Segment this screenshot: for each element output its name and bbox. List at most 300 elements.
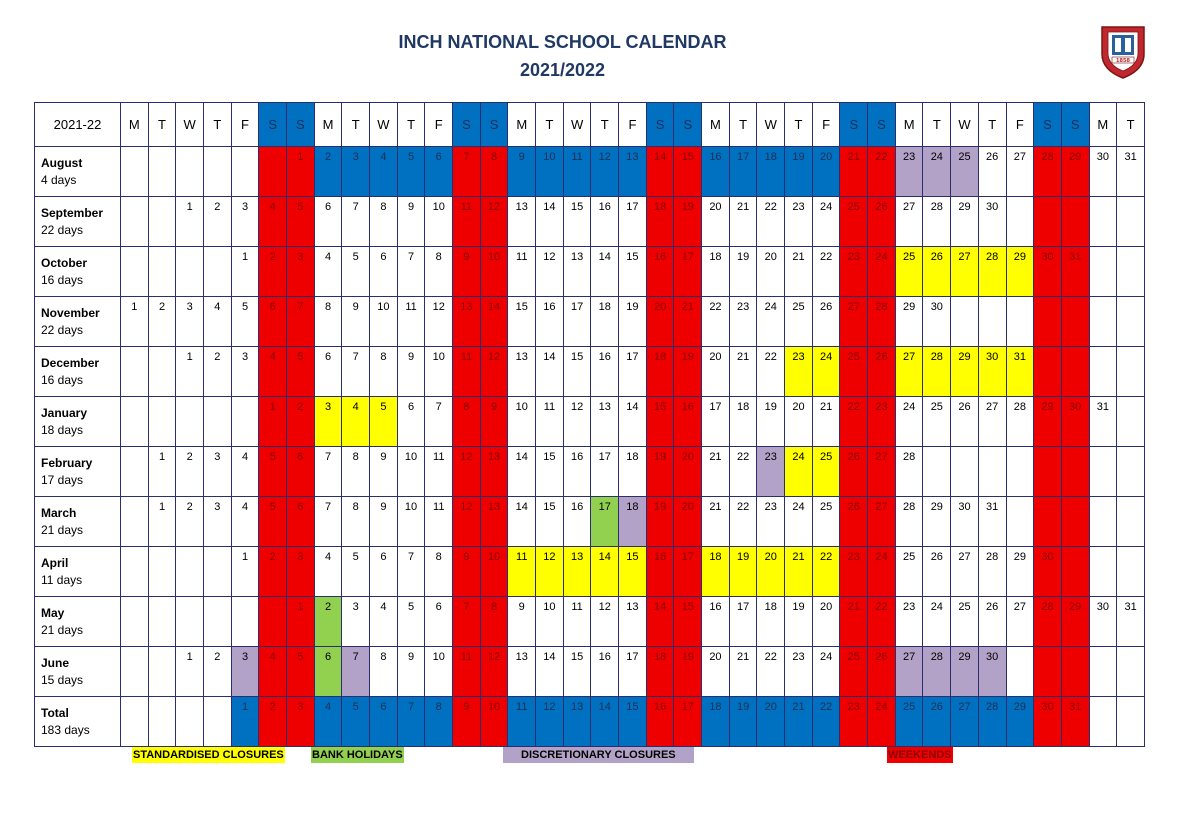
day-cell: 15 <box>563 347 591 397</box>
day-cell: 12 <box>591 147 619 197</box>
day-cell: 10 <box>536 147 564 197</box>
day-cell: 17 <box>674 697 702 747</box>
day-cell: 24 <box>812 197 840 247</box>
header-row <box>35 103 1145 147</box>
month-label <box>35 147 121 197</box>
day-cell: 19 <box>729 697 757 747</box>
month-row <box>35 647 1145 697</box>
title-line-2: 2021/2022 <box>519 60 606 80</box>
day-cell: 6 <box>287 497 315 547</box>
day-cell: 20 <box>646 297 674 347</box>
day-cell: 30 <box>1034 697 1062 747</box>
day-cell: 2 <box>204 197 232 247</box>
day-cell: 16 <box>591 647 619 697</box>
day-cell: 27 <box>895 197 923 247</box>
day-cell: 10 <box>536 597 564 647</box>
day-cell: 21 <box>674 297 702 347</box>
day-cell: 24 <box>868 547 896 597</box>
day-cell: 23 <box>840 247 868 297</box>
day-cell: 7 <box>314 447 342 497</box>
day-cell: 29 <box>951 347 979 397</box>
day-cell: 18 <box>591 297 619 347</box>
day-cell: 14 <box>536 347 564 397</box>
day-cell: 9 <box>453 697 481 747</box>
day-cell: 20 <box>757 697 785 747</box>
day-cell: 19 <box>757 397 785 447</box>
day-cell: 6 <box>287 447 315 497</box>
day-cell: 6 <box>370 697 398 747</box>
empty-cell <box>1061 197 1089 247</box>
day-cell: 3 <box>287 697 315 747</box>
day-cell: 8 <box>342 447 370 497</box>
day-cell: 25 <box>951 597 979 647</box>
empty-cell <box>951 297 979 347</box>
day-cell: 30 <box>923 297 951 347</box>
weekday-header: S <box>453 103 481 147</box>
day-cell: 12 <box>536 247 564 297</box>
day-cell: 15 <box>646 397 674 447</box>
day-cell: 14 <box>646 597 674 647</box>
empty-cell <box>1117 297 1145 347</box>
day-cell: 31 <box>1089 397 1117 447</box>
day-cell: 9 <box>508 597 536 647</box>
day-cell: 17 <box>674 547 702 597</box>
day-cell: 5 <box>287 647 315 697</box>
day-cell: 18 <box>702 697 730 747</box>
day-cell: 25 <box>785 297 813 347</box>
day-cell: 26 <box>923 247 951 297</box>
weekday-header: S <box>1061 103 1089 147</box>
day-cell: 27 <box>840 297 868 347</box>
day-cell: 7 <box>342 647 370 697</box>
day-cell: 29 <box>1034 397 1062 447</box>
empty-cell <box>1089 297 1117 347</box>
month-row <box>35 347 1145 397</box>
empty-cell <box>1089 247 1117 297</box>
day-cell: 3 <box>287 247 315 297</box>
day-cell: 9 <box>370 447 398 497</box>
day-cell: 7 <box>453 147 481 197</box>
day-cell: 1 <box>148 497 176 547</box>
day-cell: 29 <box>1061 597 1089 647</box>
day-cell: 15 <box>563 197 591 247</box>
legend-discretionary-label: DISCRETIONARY CLOSURES <box>503 747 694 763</box>
empty-cell <box>121 547 149 597</box>
day-cell: 12 <box>536 547 564 597</box>
day-cell: 12 <box>480 647 508 697</box>
empty-cell <box>121 347 149 397</box>
empty-cell <box>978 447 1006 497</box>
day-cell: 7 <box>314 497 342 547</box>
day-cell: 30 <box>1034 547 1062 597</box>
day-cell: 18 <box>619 447 647 497</box>
weekday-header: F <box>619 103 647 147</box>
month-name: Total <box>41 705 69 720</box>
day-cell: 4 <box>259 347 287 397</box>
school-days-count: 18 days <box>41 422 84 437</box>
day-cell: 18 <box>757 147 785 197</box>
day-cell: 5 <box>287 197 315 247</box>
weekday-header: T <box>785 103 813 147</box>
day-cell: 25 <box>895 247 923 297</box>
day-cell: 16 <box>702 147 730 197</box>
school-days-count: 15 days <box>41 672 84 687</box>
day-cell: 1 <box>231 247 259 297</box>
day-cell: 21 <box>785 247 813 297</box>
day-cell: 6 <box>397 397 425 447</box>
legend-weekends-label: WEEKENDS <box>888 749 952 761</box>
day-cell: 8 <box>370 197 398 247</box>
month-row <box>35 697 1145 747</box>
day-cell: 25 <box>812 447 840 497</box>
day-cell: 4 <box>314 547 342 597</box>
empty-cell <box>176 547 204 597</box>
weekday-header: M <box>895 103 923 147</box>
day-cell: 18 <box>702 547 730 597</box>
day-cell: 24 <box>868 697 896 747</box>
day-cell: 20 <box>702 347 730 397</box>
day-cell: 6 <box>425 597 453 647</box>
day-cell: 25 <box>895 547 923 597</box>
empty-cell <box>1089 547 1117 597</box>
school-days-count: 11 days <box>41 572 83 587</box>
day-cell: 26 <box>868 347 896 397</box>
calendar-title <box>300 28 825 84</box>
day-cell: 28 <box>923 347 951 397</box>
day-cell: 18 <box>757 597 785 647</box>
day-cell: 30 <box>1034 247 1062 297</box>
day-cell: 5 <box>231 297 259 347</box>
empty-cell <box>259 597 287 647</box>
empty-cell <box>231 397 259 447</box>
day-cell: 12 <box>536 697 564 747</box>
day-cell: 31 <box>1117 147 1145 197</box>
month-label <box>35 247 121 297</box>
day-cell: 11 <box>536 397 564 447</box>
day-cell: 3 <box>342 597 370 647</box>
empty-cell <box>1006 447 1034 497</box>
empty-cell <box>204 247 232 297</box>
day-cell: 20 <box>812 147 840 197</box>
day-cell: 6 <box>259 297 287 347</box>
day-cell: 27 <box>951 697 979 747</box>
day-cell: 10 <box>480 547 508 597</box>
day-cell: 17 <box>729 147 757 197</box>
empty-cell <box>1061 347 1089 397</box>
weekday-header: F <box>231 103 259 147</box>
crest-year: 1858 <box>1116 58 1130 64</box>
day-cell: 29 <box>951 197 979 247</box>
day-cell: 5 <box>287 347 315 397</box>
day-cell: 21 <box>702 497 730 547</box>
month-row <box>35 397 1145 447</box>
empty-cell <box>1089 647 1117 697</box>
weekday-header: M <box>121 103 149 147</box>
day-cell: 11 <box>425 497 453 547</box>
day-cell: 24 <box>812 347 840 397</box>
day-cell: 28 <box>1006 397 1034 447</box>
month-label <box>35 297 121 347</box>
day-cell: 5 <box>397 147 425 197</box>
day-cell: 19 <box>619 297 647 347</box>
day-cell: 4 <box>231 447 259 497</box>
school-days-count: 17 days <box>41 472 84 487</box>
day-cell: 17 <box>674 247 702 297</box>
empty-cell <box>1034 647 1062 697</box>
month-name: June <box>41 655 70 670</box>
day-cell: 23 <box>840 697 868 747</box>
day-cell: 11 <box>397 297 425 347</box>
day-cell: 18 <box>702 247 730 297</box>
day-cell: 13 <box>480 447 508 497</box>
day-cell: 9 <box>397 647 425 697</box>
empty-cell <box>1117 447 1145 497</box>
weekday-header: W <box>176 103 204 147</box>
empty-cell <box>121 397 149 447</box>
day-cell: 7 <box>287 297 315 347</box>
day-cell: 13 <box>480 497 508 547</box>
day-cell: 9 <box>342 297 370 347</box>
day-cell: 4 <box>231 497 259 547</box>
day-cell: 1 <box>287 597 315 647</box>
day-cell: 31 <box>978 497 1006 547</box>
day-cell: 8 <box>480 147 508 197</box>
empty-cell <box>121 597 149 647</box>
day-cell: 8 <box>425 247 453 297</box>
day-cell: 17 <box>729 597 757 647</box>
month-row <box>35 197 1145 247</box>
day-cell: 7 <box>397 547 425 597</box>
day-cell: 11 <box>563 597 591 647</box>
day-cell: 18 <box>729 397 757 447</box>
day-cell: 3 <box>342 147 370 197</box>
day-cell: 26 <box>868 197 896 247</box>
day-cell: 15 <box>563 647 591 697</box>
day-cell: 26 <box>840 447 868 497</box>
weekday-header: F <box>812 103 840 147</box>
legend-bank-holidays <box>311 747 404 763</box>
day-cell: 7 <box>453 597 481 647</box>
day-cell: 31 <box>1006 347 1034 397</box>
school-days-count: 16 days <box>41 272 84 287</box>
month-name: January <box>41 405 88 420</box>
day-cell: 5 <box>259 447 287 497</box>
day-cell: 12 <box>480 197 508 247</box>
day-cell: 2 <box>314 597 342 647</box>
day-cell: 16 <box>563 497 591 547</box>
day-cell: 27 <box>1006 597 1034 647</box>
day-cell: 9 <box>453 547 481 597</box>
day-cell: 11 <box>453 647 481 697</box>
weekday-header: T <box>148 103 176 147</box>
empty-cell <box>1006 647 1034 697</box>
month-row <box>35 247 1145 297</box>
month-label <box>35 397 121 447</box>
day-cell: 18 <box>646 647 674 697</box>
day-cell: 3 <box>231 347 259 397</box>
day-cell: 10 <box>480 247 508 297</box>
day-cell: 25 <box>840 197 868 247</box>
day-cell: 19 <box>674 197 702 247</box>
day-cell: 13 <box>563 547 591 597</box>
day-cell: 26 <box>840 497 868 547</box>
legend-bank-holidays-label: BANK HOLIDAYS <box>312 749 403 761</box>
day-cell: 5 <box>342 547 370 597</box>
school-days-count: 183 days <box>41 722 90 737</box>
day-cell: 13 <box>563 697 591 747</box>
day-cell: 29 <box>895 297 923 347</box>
day-cell: 10 <box>397 497 425 547</box>
empty-cell <box>148 347 176 397</box>
weekday-header: T <box>978 103 1006 147</box>
empty-cell <box>204 697 232 747</box>
day-cell: 4 <box>259 197 287 247</box>
day-cell: 8 <box>480 597 508 647</box>
day-cell: 14 <box>591 547 619 597</box>
month-row <box>35 297 1145 347</box>
empty-cell <box>148 247 176 297</box>
day-cell: 8 <box>342 497 370 547</box>
day-cell: 22 <box>868 597 896 647</box>
day-cell: 30 <box>1061 397 1089 447</box>
day-cell: 7 <box>397 247 425 297</box>
day-cell: 22 <box>840 397 868 447</box>
empty-cell <box>1061 547 1089 597</box>
empty-cell <box>204 597 232 647</box>
day-cell: 6 <box>370 247 398 297</box>
month-name: March <box>41 505 77 520</box>
day-cell: 30 <box>951 497 979 547</box>
day-cell: 12 <box>563 397 591 447</box>
day-cell: 21 <box>702 447 730 497</box>
day-cell: 16 <box>563 447 591 497</box>
empty-cell <box>231 147 259 197</box>
month-label <box>35 597 121 647</box>
day-cell: 3 <box>204 447 232 497</box>
day-cell: 1 <box>176 647 204 697</box>
day-cell: 4 <box>259 647 287 697</box>
day-cell: 5 <box>259 497 287 547</box>
month-name: February <box>41 455 93 470</box>
day-cell: 14 <box>508 447 536 497</box>
day-cell: 13 <box>563 247 591 297</box>
day-cell: 9 <box>453 247 481 297</box>
month-row <box>35 547 1145 597</box>
day-cell: 28 <box>1034 597 1062 647</box>
day-cell: 31 <box>1061 247 1089 297</box>
weekday-header: S <box>868 103 896 147</box>
day-cell: 2 <box>259 247 287 297</box>
day-cell: 27 <box>895 347 923 397</box>
empty-cell <box>148 597 176 647</box>
empty-cell <box>121 497 149 547</box>
empty-cell <box>1034 347 1062 397</box>
empty-cell <box>1006 497 1034 547</box>
day-cell: 21 <box>729 647 757 697</box>
day-cell: 17 <box>619 347 647 397</box>
day-cell: 16 <box>536 297 564 347</box>
empty-cell <box>121 447 149 497</box>
empty-cell <box>1061 297 1089 347</box>
day-cell: 3 <box>231 647 259 697</box>
day-cell: 16 <box>646 697 674 747</box>
month-label <box>35 197 121 247</box>
day-cell: 8 <box>370 647 398 697</box>
day-cell: 19 <box>785 597 813 647</box>
day-cell: 22 <box>702 297 730 347</box>
weekday-header: W <box>757 103 785 147</box>
day-cell: 1 <box>259 397 287 447</box>
day-cell: 11 <box>508 547 536 597</box>
day-cell: 21 <box>729 347 757 397</box>
day-cell: 1 <box>148 447 176 497</box>
empty-cell <box>978 297 1006 347</box>
month-label <box>35 447 121 497</box>
day-cell: 19 <box>674 647 702 697</box>
empty-cell <box>1089 197 1117 247</box>
day-cell: 12 <box>453 497 481 547</box>
day-cell: 20 <box>757 247 785 297</box>
month-name: October <box>41 255 88 270</box>
day-cell: 30 <box>1089 147 1117 197</box>
day-cell: 9 <box>397 347 425 397</box>
day-cell: 20 <box>785 397 813 447</box>
day-cell: 26 <box>978 597 1006 647</box>
day-cell: 23 <box>785 347 813 397</box>
day-cell: 14 <box>536 197 564 247</box>
legend-standardised <box>132 747 285 763</box>
day-cell: 19 <box>646 497 674 547</box>
day-cell: 11 <box>453 197 481 247</box>
day-cell: 5 <box>342 697 370 747</box>
month-name: May <box>41 605 65 620</box>
school-days-count: 16 days <box>41 372 84 387</box>
day-cell: 24 <box>923 147 951 197</box>
day-cell: 28 <box>1034 147 1062 197</box>
day-cell: 16 <box>591 197 619 247</box>
empty-cell <box>1117 497 1145 547</box>
empty-cell <box>204 397 232 447</box>
day-cell: 29 <box>1006 247 1034 297</box>
day-cell: 22 <box>757 197 785 247</box>
day-cell: 31 <box>1117 597 1145 647</box>
day-cell: 25 <box>951 147 979 197</box>
empty-cell <box>176 697 204 747</box>
weekday-header: T <box>591 103 619 147</box>
day-cell: 8 <box>425 697 453 747</box>
empty-cell <box>923 447 951 497</box>
day-cell: 10 <box>425 197 453 247</box>
month-label <box>35 497 121 547</box>
empty-cell <box>1117 547 1145 597</box>
day-cell: 25 <box>895 697 923 747</box>
day-cell: 30 <box>1089 597 1117 647</box>
day-cell: 22 <box>729 447 757 497</box>
day-cell: 28 <box>923 647 951 697</box>
day-cell: 23 <box>785 647 813 697</box>
day-cell: 2 <box>287 397 315 447</box>
day-cell: 18 <box>646 197 674 247</box>
weekday-header: T <box>923 103 951 147</box>
weekday-header: M <box>1089 103 1117 147</box>
legend-weekends <box>887 747 953 763</box>
day-cell: 22 <box>868 147 896 197</box>
day-cell: 16 <box>674 397 702 447</box>
day-cell: 8 <box>370 347 398 397</box>
day-cell: 17 <box>591 447 619 497</box>
day-cell: 11 <box>563 147 591 197</box>
day-cell: 6 <box>314 647 342 697</box>
